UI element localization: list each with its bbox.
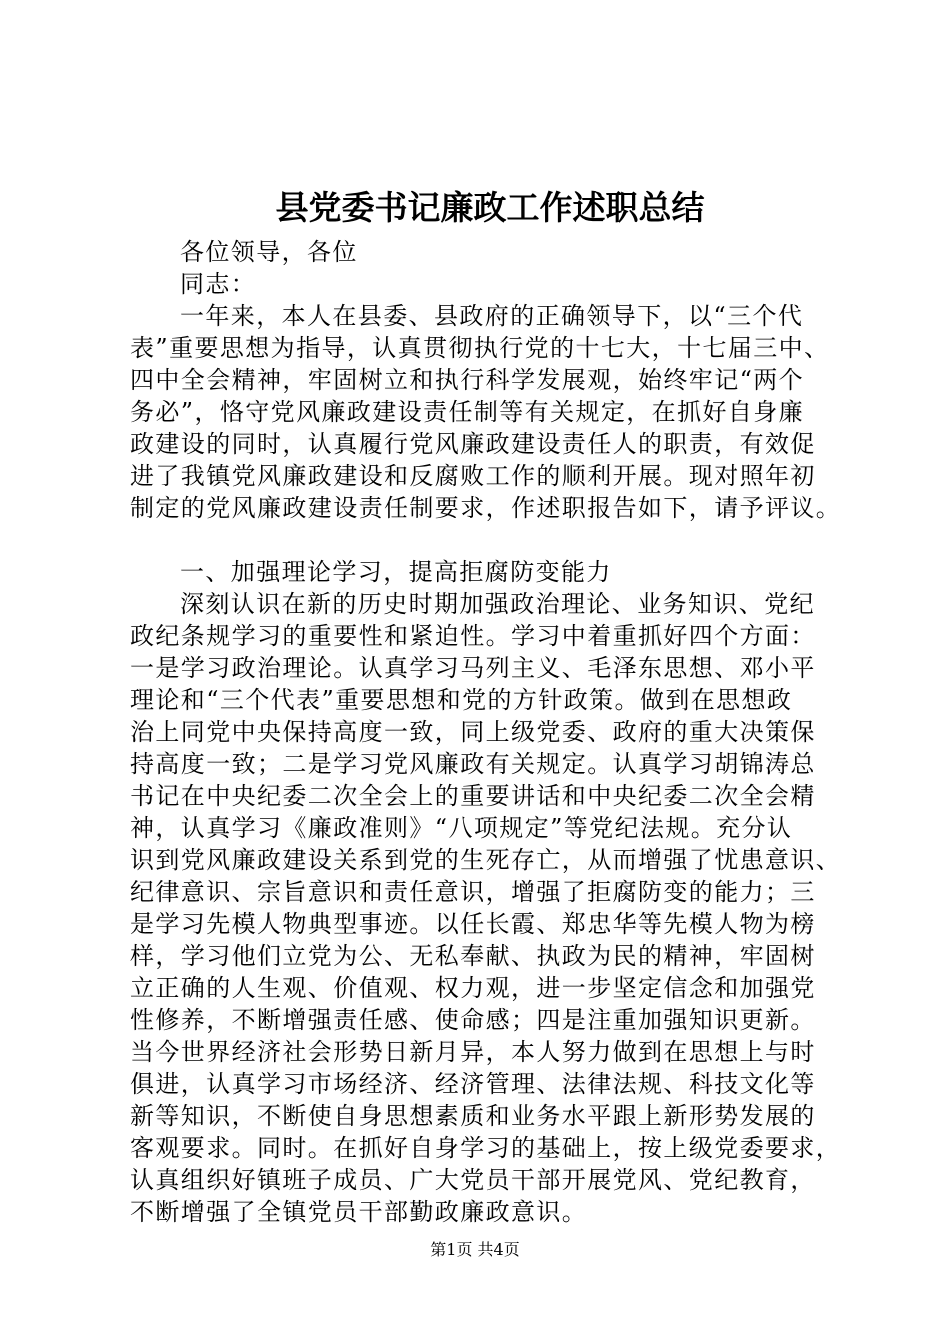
section-heading: 一、加强理论学习，提高拒腐防变能力 [180,558,612,586]
paragraph-line: 样，学习他们立党为公、无私奉献、执政为民的精神，牢固树 [130,942,816,970]
paragraph-line: 纪律意识、宗旨意识和责任意识，增强了拒腐防变的能力；三 [130,878,816,906]
paragraph-line: 是学习先模人物典型事迹。以任长霞、郑忠华等先模人物为榜 [130,910,816,938]
paragraph-line: 立正确的人生观、价值观、权力观，进一步坚定信念和加强党 [130,974,816,1002]
paragraph-line: 新等知识，不断使自身思想素质和业务水平跟上新形势发展的 [130,1102,816,1130]
paragraph-line: 不断增强了全镇党员干部勤政廉政意识。 [130,1198,588,1226]
paragraph-line: 一是学习政治理论。认真学习马列主义、毛泽东思想、邓小平 [130,654,816,682]
paragraph-line: 四中全会精神，牢固树立和执行科学发展观，始终牢记“两个 [130,366,805,394]
paragraph-line: 政纪条规学习的重要性和紧迫性。学习中着重抓好四个方面： [130,622,816,650]
paragraph-line: 当今世界经济社会形势日新月异，本人努力做到在思想上与时 [130,1038,816,1066]
page-footer: 第1页 共4页 [430,1240,520,1259]
paragraph-line: 制定的党风廉政建设责任制要求，作述职报告如下，请予评议。 [130,494,842,522]
paragraph-line: 俱进，认真学习市场经济、经济管理、法律法规、科技文化等 [130,1070,816,1098]
salutation-line: 各位领导，各位 [180,238,358,266]
paragraph-line: 客观要求。同时。在抓好自身学习的基础上，按上级党委要求， [130,1134,842,1162]
paragraph-line: 治上同党中央保持高度一致，同上级党委、政府的重大决策保 [130,718,816,746]
paragraph-line: 性修养，不断增强责任感、使命感；四是注重加强知识更新。 [130,1006,816,1034]
document-title: 县党委书记廉政工作述职总结 [275,188,705,227]
paragraph-line: 一年来，本人在县委、县政府的正确领导下，以“三个代 [180,302,804,330]
paragraph-line: 深刻认识在新的历史时期加强政治理论、业务知识、党纪 [180,590,815,618]
paragraph-line: 务必”，恪守党风廉政建设责任制等有关规定，在抓好自身廉 [130,398,805,426]
paragraph-line: 表”重要思想为指导，认真贯彻执行党的十七大，十七届三中、 [130,334,830,362]
paragraph-gap [130,524,850,556]
salutation-line: 同志： [180,270,257,298]
paragraph-line: 神，认真学习《廉政准则》“八项规定”等党纪法规。充分认 [130,814,793,842]
paragraph-line: 政建设的同时，认真履行党风廉政建设责任人的职责，有效促 [130,430,816,458]
paragraph-line: 识到党风廉政建设关系到党的生死存亡，从而增强了忧患意识、 [130,846,842,874]
paragraph-line: 认真组织好镇班子成员、广大党员干部开展党风、党纪教育， [130,1166,816,1194]
paragraph-line: 书记在中央纪委二次全会上的重要讲话和中央纪委二次全会精 [130,782,816,810]
paragraph-line: 理论和“三个代表”重要思想和党的方针政策。做到在思想政 [130,686,793,714]
paragraph-line: 进了我镇党风廉政建设和反腐败工作的顺利开展。现对照年初 [130,462,816,490]
document-body [130,236,850,1228]
paragraph-line: 持高度一致；二是学习党风廉政有关规定。认真学习胡锦涛总 [130,750,816,778]
